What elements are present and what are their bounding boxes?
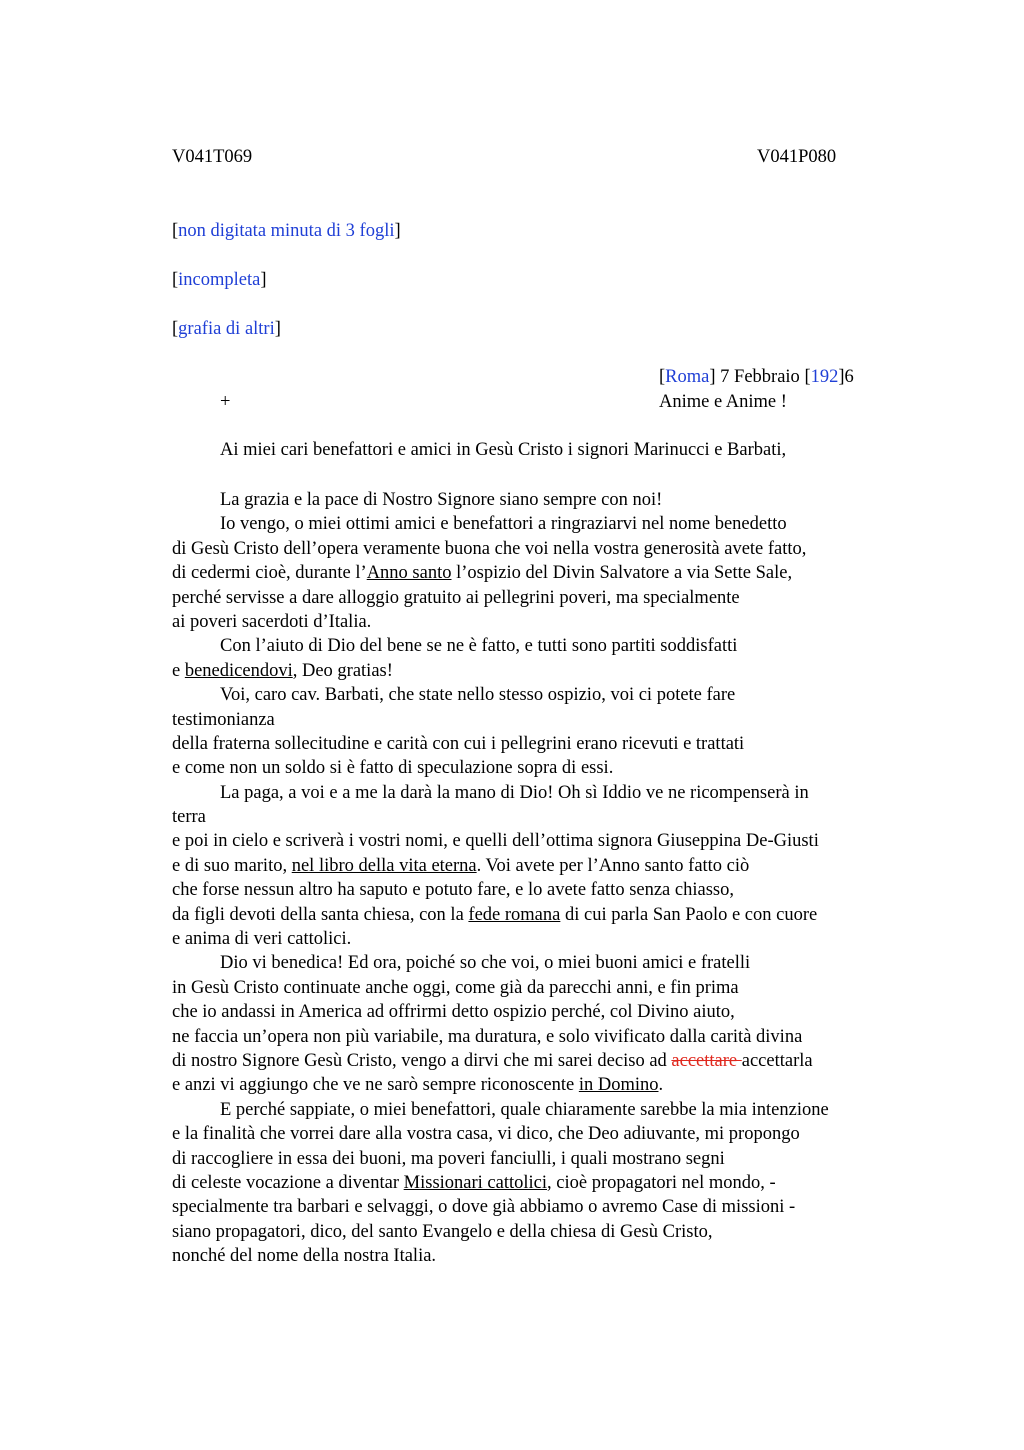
letter-text: .	[658, 1075, 664, 1096]
letter-text: di nostro Signore Gesù Cristo, vengo a dirvi che mi sarei deciso ad	[172, 1050, 672, 1071]
letter-text: di celeste vocazione a diventar	[172, 1172, 404, 1193]
note-incomplete-text: incompleta	[178, 270, 261, 290]
note-handwriting: [grafia di altri]	[172, 319, 281, 339]
letter-line: che io andassi in America ad offrirmi detto ospizio perché, col Divino aiuto,	[172, 1002, 735, 1023]
note-handwriting-text: grafia di altri	[178, 319, 275, 339]
letter-line: perché servisse a dare alloggio gratuito ai pellegrini poveri, ma specialmente	[172, 587, 740, 608]
letter-line: della fraterna sollecitudine e carità con cui i pellegrini erano ricevuti e trattati	[172, 733, 745, 754]
letter-line: testimonianza	[172, 709, 275, 730]
struck-accettare: accettare	[671, 1050, 742, 1071]
letter-text: di cedermi cioè, durante l’	[172, 563, 367, 584]
letter-text: accettarla	[741, 1050, 813, 1071]
letter-line: nonché del nome della nostra Italia.	[172, 1246, 437, 1267]
note-incomplete: [incompleta]	[172, 270, 267, 290]
dateline-year-end: 6	[844, 367, 854, 387]
underlined-libro-vita-eterna: nel libro della vita eterna	[291, 855, 477, 876]
underlined-missionari-cattolici: Missionari cattolici	[403, 1172, 548, 1193]
letter-line: Dio vi benedica! Ed ora, poiché so che voi, o miei buoni amici e fratelli	[220, 953, 751, 974]
dateline: [Roma] 7 Febbraio [192]6	[659, 367, 854, 387]
note-digitization: [non digitata minuta di 3 fogli]	[172, 221, 401, 241]
underlined-benedicendovi: benedicendovi	[184, 660, 293, 681]
letter-line: siano propagatori, dico, del santo Evangelo e della chiesa di Gesù Cristo,	[172, 1221, 713, 1242]
document-code-left: V041T069	[172, 147, 253, 167]
letter-line	[172, 854, 932, 878]
letter-line: La paga, a voi e a me la darà la mano di Dio! Oh sì Iddio ve ne ricompenserà in	[220, 782, 809, 803]
letter-line: terra	[172, 807, 206, 828]
letter-line: E perché sappiate, o miei benefattori, quale chiaramente sarebbe la mia intenzione	[220, 1099, 829, 1120]
letter-line: e come non un soldo si è fatto di speculazione sopra di essi.	[172, 758, 614, 779]
letter-line: e la finalità che vorrei dare alla vostra casa, vi dico, che Deo adiuvante, mi propongo	[172, 1124, 800, 1145]
letter-text: e di suo marito,	[172, 855, 292, 876]
letter-line: Con l’aiuto di Dio del bene se ne è fatto, e tutti sono partiti soddisfatti	[220, 636, 738, 657]
cross-symbol: +	[220, 392, 231, 412]
letter-line: e anima di veri cattolici.	[172, 929, 352, 950]
letter-line	[172, 561, 932, 585]
dateline-place: Roma	[665, 367, 710, 387]
letter-line: e poi in cielo e scriverà i vostri nomi, e quelli dell’ottima signora Giuseppina De-Giusti	[172, 831, 819, 852]
letter-line: di Gesù Cristo dell’opera veramente buona che voi nella vostra generosità avete fatto,	[172, 538, 807, 559]
underlined-in-domino: in Domino	[578, 1075, 659, 1096]
letter-line: ai poveri sacerdoti d’Italia.	[172, 611, 372, 632]
dateline-year-part: 192	[810, 367, 839, 387]
letter-line	[172, 903, 932, 927]
document-code-right: V041P080	[757, 147, 837, 167]
underlined-fede-romana: fede romana	[468, 904, 561, 925]
letter-line	[172, 1049, 932, 1073]
letter-line: Io vengo, o miei ottimi amici e benefattori a ringraziarvi nel nome benedetto	[220, 514, 787, 535]
underlined-anno-santo: Anno santo	[366, 563, 452, 584]
dateline-day-month: 7 Febbraio	[720, 367, 800, 387]
letter-text: , Deo gratias!	[292, 660, 393, 681]
salutation: Ai miei cari benefattori e amici in Gesù Cristo i signori Marinucci e Barbati,	[220, 440, 787, 460]
letter-line	[172, 1073, 932, 1097]
letter-line	[172, 1171, 932, 1195]
motto: Anime e Anime !	[659, 392, 787, 412]
letter-text: e anzi vi aggiungo che ve ne sarò sempre riconoscente	[172, 1075, 579, 1096]
letter-text: , cioè propagatori nel mondo, -	[547, 1172, 776, 1193]
letter-line: Voi, caro cav. Barbati, che state nello stesso ospizio, voi ci potete fare	[220, 685, 736, 706]
letter-text: da figli devoti della santa chiesa, con la	[172, 904, 469, 925]
note-digitization-text: non digitata minuta di 3 fogli	[178, 221, 395, 241]
letter-body	[172, 488, 932, 1269]
letter-line: ne faccia un’opera non più variabile, ma duratura, e solo vivificato dalla carità divina	[172, 1026, 803, 1047]
letter-text: l’ospizio del Divin Salvatore a via Sette Sale,	[451, 563, 793, 584]
letter-text: e	[172, 660, 185, 681]
letter-line: di raccogliere in essa dei buoni, ma poveri fanciulli, i quali mostrano segni	[172, 1148, 725, 1169]
letter-text: . Voi avete per l’Anno santo fatto ciò	[476, 855, 750, 876]
letter-line: che forse nessun altro ha saputo e potuto fare, e lo avete fatto senza chiasso,	[172, 880, 734, 901]
letter-line	[172, 659, 932, 683]
letter-line: specialmente tra barbari e selvaggi, o dove già abbiamo o avremo Case di missioni -	[172, 1197, 796, 1218]
letter-line: in Gesù Cristo continuate anche oggi, come già da parecchi anni, e fin prima	[172, 977, 739, 998]
letter-text: di cui parla San Paolo e con cuore	[560, 904, 818, 925]
letter-line: La grazia e la pace di Nostro Signore siano sempre con noi!	[220, 490, 663, 510]
